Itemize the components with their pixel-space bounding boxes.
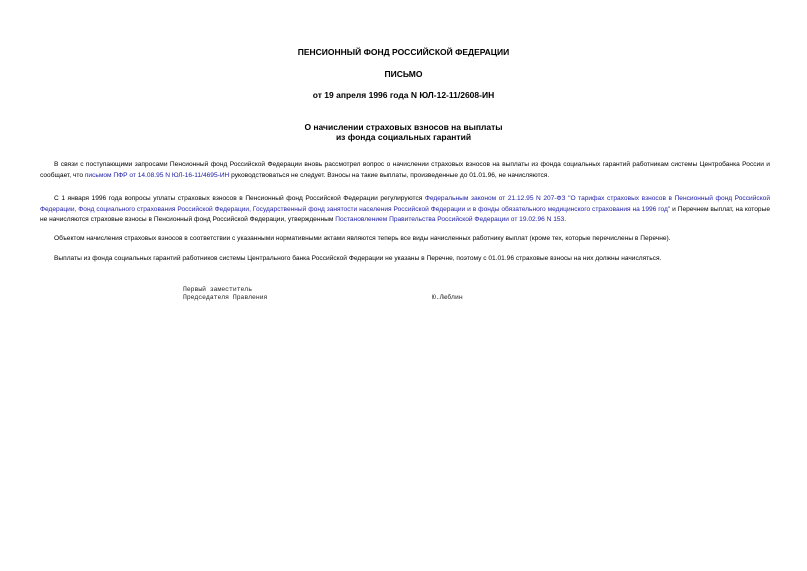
document-title-line-2: из фонда социальных гарантий [335,132,472,142]
paragraph-4-text: Выплаты из фонда социальных гарантий работников системы Центрального банка Российской Федерации не указаны в Перечне, поэтому с 01.01.96 страховые взносы на них должны начисляться. [54,255,662,262]
link-government-decree[interactable]: Постановлением Правительства Российской Федерации от 19.02.96 N 153 [335,216,565,223]
signature-name: Ю.Люблин [432,294,463,301]
organization-name: ПЕНСИОННЫЙ ФОНД РОССИЙСКОЙ ФЕДЕРАЦИИ [297,47,510,57]
paragraph-2 [40,194,770,226]
paragraph-2-text-a: С 1 января 1996 года вопросы уплаты страховых взносов в Пенсионный фонд Российской Федерации регулируются [54,195,425,202]
paragraph-1-text-b: руководствоваться не следует. Взносы на такие выплаты, произведенные до 01.01.96, не начисляются. [229,171,550,179]
paragraph-1-text-a: В связи с поступающими запросами Пенсионный фонд Российской Федерации вновь рассмотрел вопрос о начислении страховых взносов на выплаты из фонда социальных гарантий работникам системы Центробанка России и сообщает, что [40,161,770,179]
link-federal-law[interactable]: Федеральным законом от 21.12.95 N 207-ФЗ "О тарифах страховых взносов в Пенсионный фонд Российской Федерации, Фонд социального страхования Российской Федерации, Государственный фонд занятости населения Российской Федерации и в фонды обязательного медицинского страхования на 1996 год" [40,195,771,213]
paragraph-3 [40,234,770,245]
document-type: ПИСЬМО [384,69,423,79]
paragraph-1 [40,160,770,181]
signature-position-line-2: Председателя Правления [183,294,268,301]
document-date-number: от 19 апреля 1996 года N ЮЛ-12-11/2608-ИН [312,90,495,100]
signature-position-line-1: Первый заместитель [183,286,253,293]
paragraph-2-text-c: . [564,216,567,223]
paragraph-4 [40,254,770,265]
link-pfr-letter[interactable]: письмом ПФР от 14.08.95 N ЮЛ-16-11/4695-ИН [84,171,230,179]
document-title-line-1: О начислении страховых взносов на выплаты [304,122,503,132]
paragraph-3-text: Объектом начисления страховых взносов в соответствии с указанными нормативными актами являются теперь все виды начисленных работнику выплат (кроме тех, которые перечислены в Перечне). [54,235,671,242]
paragraph-2-text-b: и Перечнем выплат, на которые не начисляются страховые взносы в Пенсионный фонд Российской Федерации, утвержденным [40,205,770,223]
